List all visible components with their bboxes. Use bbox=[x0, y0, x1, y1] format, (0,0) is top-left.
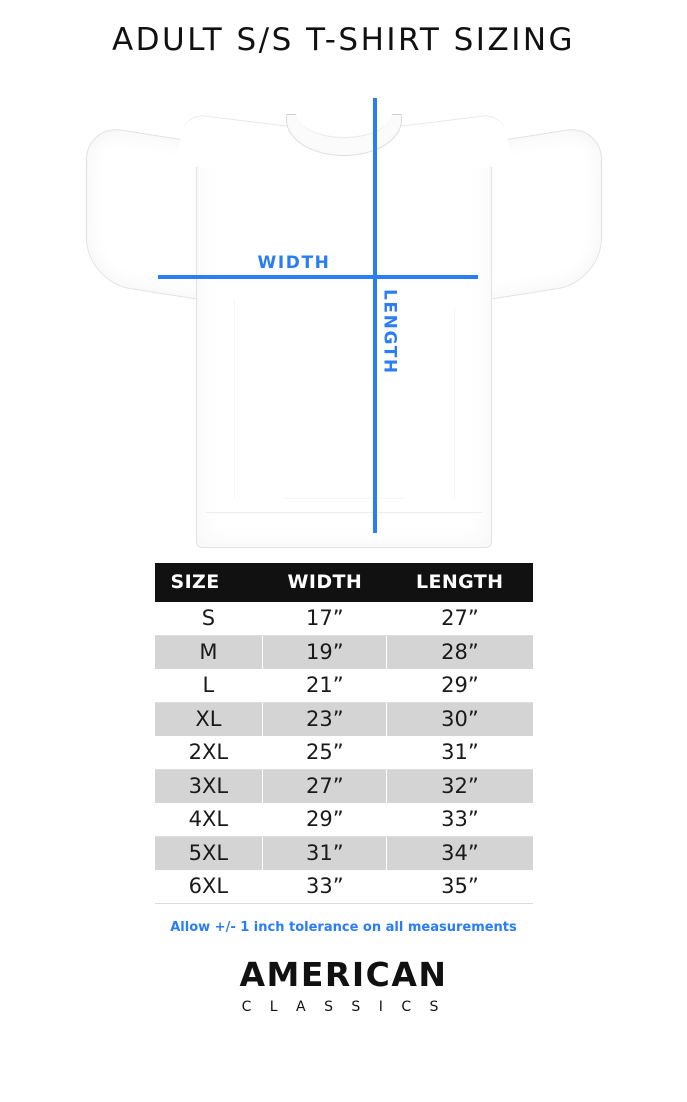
table-row bbox=[155, 870, 533, 904]
table-header-row bbox=[155, 563, 533, 602]
tolerance-note: Allow +/- 1 inch tolerance on all measurements bbox=[170, 920, 517, 935]
cell-size: 2XL bbox=[155, 736, 263, 770]
table-row bbox=[155, 736, 533, 770]
cell-length: 27” bbox=[387, 602, 533, 636]
cell-length: 34” bbox=[441, 841, 479, 865]
width-measure-label: WIDTH bbox=[252, 253, 337, 273]
column-header-length: LENGTH bbox=[387, 563, 533, 602]
table-row bbox=[155, 770, 533, 804]
brand-logo bbox=[0, 955, 687, 1015]
tshirt-illustration bbox=[84, 68, 604, 558]
table-row bbox=[155, 803, 533, 837]
column-header-width: WIDTH bbox=[263, 563, 387, 602]
size-chart-table bbox=[155, 563, 533, 904]
cell-size: 5XL bbox=[155, 837, 263, 871]
table-row bbox=[155, 837, 533, 871]
cell-width: 23” bbox=[263, 703, 387, 737]
cell-length: 32” bbox=[441, 774, 479, 798]
cell-size: 6XL bbox=[155, 870, 263, 904]
cell-width: 19” bbox=[263, 636, 387, 670]
cell-size: S bbox=[155, 602, 263, 636]
page-title: ADULT S/S T-SHIRT SIZING bbox=[111, 22, 576, 58]
cell-length: 33” bbox=[387, 803, 533, 837]
cell-width: 25” bbox=[263, 736, 387, 770]
cell-length: 29” bbox=[387, 669, 533, 703]
cell-width: 21” bbox=[263, 669, 387, 703]
tshirt-fold-line bbox=[234, 298, 235, 498]
table-row bbox=[155, 636, 533, 670]
width-measure-line bbox=[158, 275, 478, 279]
cell-length: 30” bbox=[441, 707, 479, 731]
cell-length: 35” bbox=[387, 870, 533, 904]
cell-size: 3XL bbox=[155, 770, 263, 804]
length-measure-line bbox=[373, 98, 377, 533]
tshirt-fold-line bbox=[284, 498, 404, 499]
cell-length: 28” bbox=[441, 640, 479, 664]
tshirt-body bbox=[196, 128, 492, 548]
tshirt-fold-line bbox=[454, 308, 455, 498]
cell-size: M bbox=[155, 636, 263, 670]
cell-width: 27” bbox=[263, 770, 387, 804]
cell-width: 31” bbox=[263, 837, 387, 871]
table-row bbox=[155, 602, 533, 636]
cell-size: L bbox=[155, 669, 263, 703]
cell-size: 4XL bbox=[155, 803, 263, 837]
cell-size: XL bbox=[155, 703, 263, 737]
column-header-size: SIZE bbox=[155, 563, 263, 602]
brand-name: AMERICAN bbox=[239, 955, 448, 994]
brand-subtitle: C L A S S I C S bbox=[241, 999, 446, 1015]
cell-width: 29” bbox=[263, 803, 387, 837]
cell-width: 17” bbox=[263, 602, 387, 636]
table-row bbox=[155, 703, 533, 737]
tshirt-diagram bbox=[0, 68, 687, 563]
cell-length: 31” bbox=[387, 736, 533, 770]
cell-width: 33” bbox=[263, 870, 387, 904]
length-measure-label: LENGTH bbox=[380, 283, 400, 381]
table-row bbox=[155, 669, 533, 703]
